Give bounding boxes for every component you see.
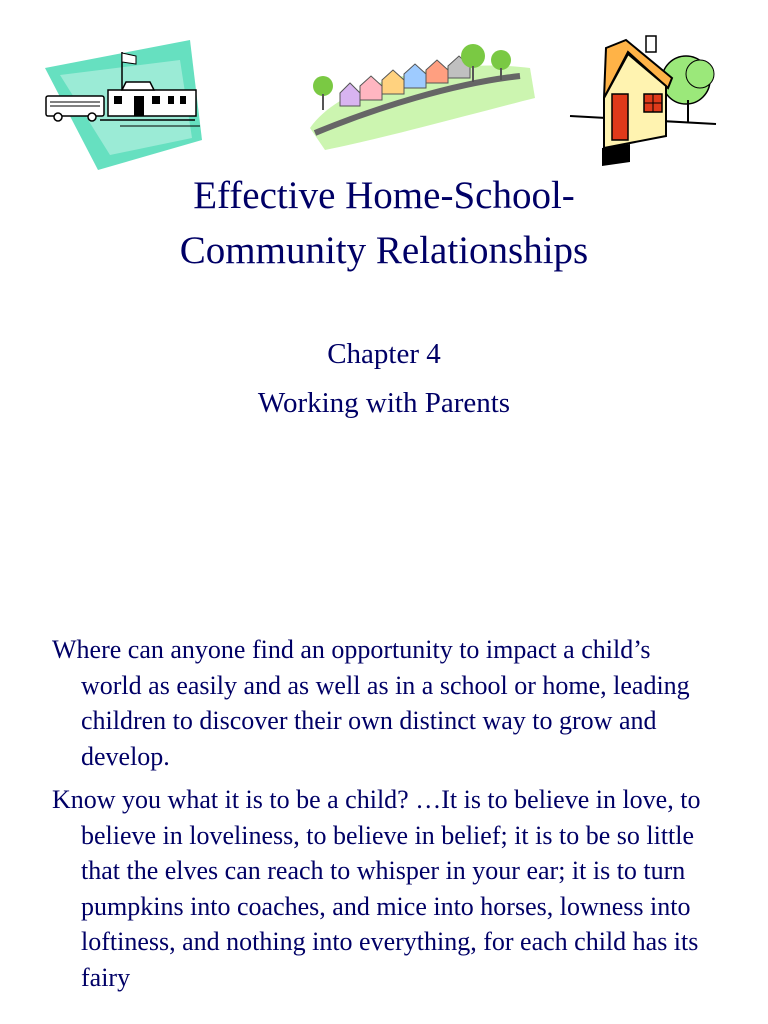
paragraph-2: Know you what it is to be a child? …It is to believe in love, to believe in loveliness, to believe in belief; it is to be so little that the elves can reach to whisper in your ear; it is to turn pumpkins into coaches, and mice into horses, lowness into loftiness, and nothing into everything, for each child has its fairy xyxy=(52,785,701,992)
chapter-label: Chapter 4 xyxy=(327,338,441,370)
school-with-bus-icon xyxy=(40,20,205,175)
neighborhood-houses-icon xyxy=(305,38,540,153)
body-text xyxy=(52,632,702,1003)
subtitle xyxy=(0,330,768,428)
chapter-topic: Working with Parents xyxy=(257,387,511,419)
paragraph-1: Where can anyone find an opportunity to impact a child’s world as easily and as well as in a school or home, leading children to discover their own distinct way to grow and develop. xyxy=(52,635,690,771)
title-line-1: Effective Home-School- xyxy=(193,174,575,217)
house-with-tree-icon xyxy=(566,28,726,168)
page-title xyxy=(0,168,768,278)
title-line-2: Community Relationships xyxy=(179,229,589,272)
